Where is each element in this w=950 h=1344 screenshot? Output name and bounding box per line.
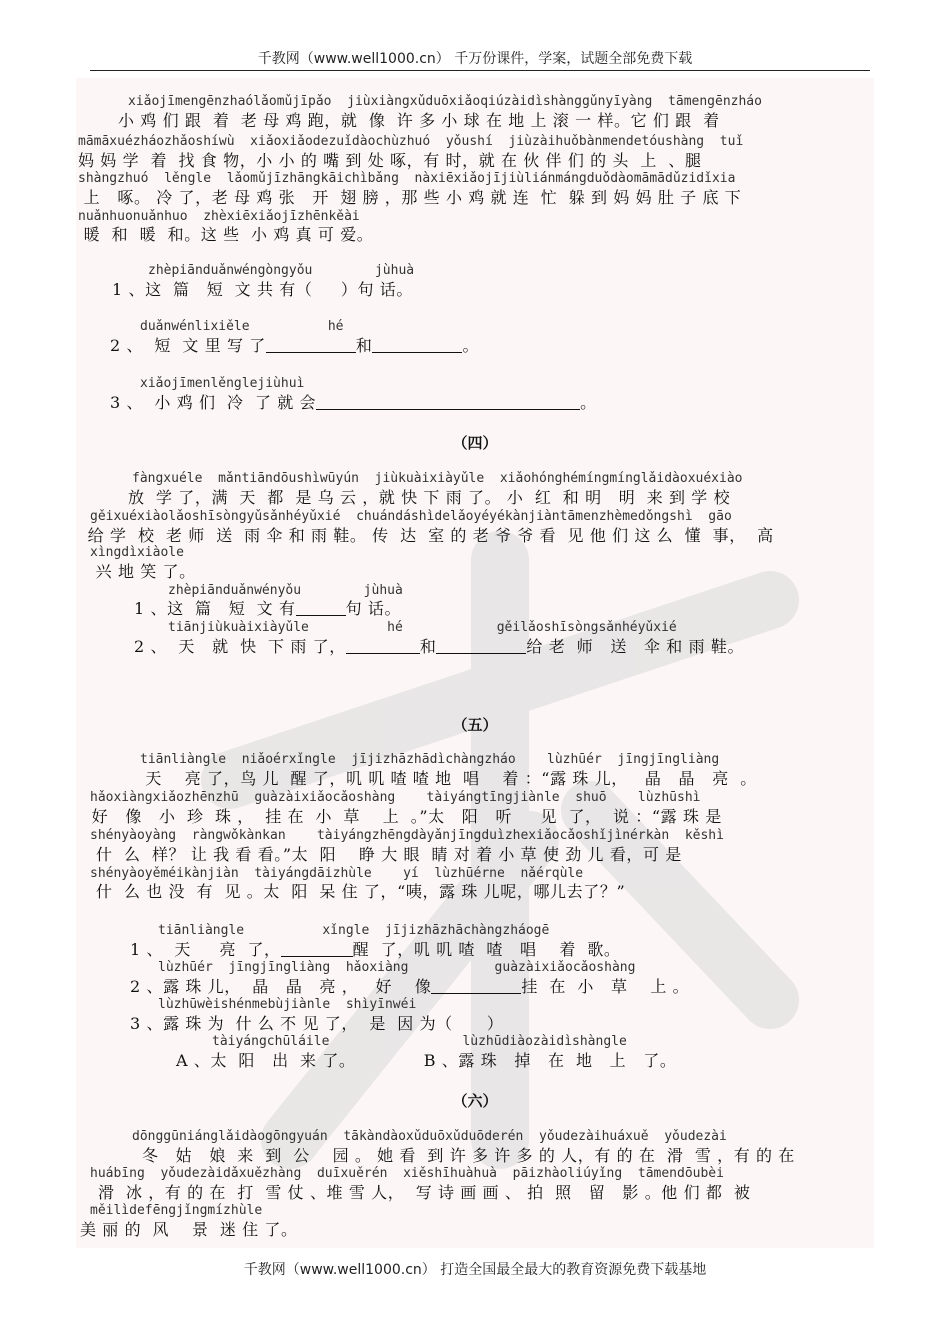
answer-blank[interactable] [436,639,526,654]
section-title: （五） [452,716,498,734]
answer-blank[interactable] [281,942,353,957]
section-title: （六） [452,1092,498,1110]
page-footer: 千教网（www.well1000.cn） 打造全国最全最大的教育资源免费下载基地 [243,1262,707,1278]
pinyin-line: dōnggūniánglǎidàogōngyuán tākàndàoxǔduōxǔduōderén yǒudezàihuáxuě yǒudezài [132,1129,727,1144]
text-line: 放 学 了，满 天 都 是 乌 云 ，就 快 下 雨 了。 小 红 和 明 明 来 到 学 校 [128,488,731,507]
question-2: 2 、露 珠 儿， 晶 晶 亮 ， 好 像 挂 在 小 草 上 。 [130,977,690,996]
pinyin-line: gěixuéxiàolǎoshīsòngyǔsǎnhéyǔxié chuándáshìdelǎoyéyékànjiàntāmenzhèmedǒngshì gāo [90,509,732,524]
text-line: 什 么 样？ 让 我 看 看。”太 阳 睁 大 眼 睛 对 着 小 草 使 劲 儿 看，可 是 [96,845,682,864]
section-title: （四） [452,434,498,452]
pinyin-line: tiānliàngle xǐngle jījizhāzhāchàngzháogē [158,923,550,938]
text-line: 滑 冰 ，有 的 在 打 雪 仗 、堆 雪 人， 写 诗 画 画 、 拍 照 留 影 。他 们 都 被 [98,1183,751,1202]
question-2: 2 、 天 就 快 下 雨 了， 和 给 老 师 送 伞 和 雨 鞋。 [134,637,745,656]
answer-blank[interactable] [372,338,462,353]
header-divider [90,70,870,71]
pinyin-line: lùzhūér jīngjīngliàng hǎoxiàng guàzàixiǎocǎoshàng [158,960,636,975]
pinyin-line: fàngxuéle mǎntiāndōushìwūyún jiùkuàixiàyǔle xiǎohónghémíngmínglǎidàoxuéxiào [132,471,743,486]
text-line: 冬 姑 娘 来 到 公 园 。 她 看 到 许 多 许 多 的 人，有 的 在 滑 雪 ，有 的 在 [142,1146,795,1165]
pinyin-line: duǎnwénlixiěle hé [140,319,344,334]
text-line: 什 么 也 没 有 见 。太 阳 呆 住 了，“咦，露 珠 儿呢，哪儿去了？” [96,882,626,901]
text-line: 上 啄。 冷 了，老 母 鸡 张 开 翅 膀 ，那 些 小 鸡 就 连 忙 躲 到 妈 妈 肚 子 底 下 [78,188,742,207]
text-line: 天 亮 了，鸟 儿 醒 了，叽 叽 喳 喳 地 唱 着 ：“露 珠 儿， 晶 晶 亮 。 [134,769,757,788]
text-line: 好 像 小 珍 珠 ， 挂 在 小 草 上 。”太 阳 听 见 了， 说 ：“露 珠 是 [86,807,722,826]
pinyin-line: hǎoxiàngxiǎozhēnzhū guàzàixiǎocǎoshàng tàiyángtīngjiànle shuō lùzhūshì [90,790,701,805]
answer-blank[interactable] [266,338,356,353]
page-background [76,78,874,1248]
text-line: 兴 地 笑 了。 [90,562,196,581]
text-line: 妈 妈 学 着 找 食 物，小 小 的 嘴 到 处 啄，有 时，就 在 伙 伴 们 的 头 上 、腿 [78,151,702,170]
answer-blank[interactable] [316,395,580,410]
text-line: 暖 和 暖 和。这 些 小 鸡 真 可 爱。 [78,225,374,244]
pinyin-line: shényàoyàng ràngwǒkànkan tàiyángzhēngdàyǎnjīngduìzhexiǎocǎoshǐjìnérkàn kěshì [90,828,724,843]
question-1: 1 、这 篇 短 文 共 有（ ）句 话。 [112,280,413,299]
pinyin-line: tiānjiùkuàixiàyǔle hé gěilǎoshīsòngsǎnhéyǔxié [168,620,677,635]
pinyin-line: xiǎojīmenlěnglejiùhuì [140,376,305,391]
pinyin-line: nuǎnhuonuǎnhuo zhèxiēxiǎojīzhēnkěài [78,209,360,224]
question-1: 1 、这 篇 短 文 有 句 话。 [134,599,402,618]
pinyin-line: zhèpiānduǎnwényǒu jùhuà [168,583,403,598]
question-3: 3 、 小 鸡 们 冷 了 就 会 。 [110,393,597,412]
page-header: 千教网（www.well1000.cn） 千万份课件，学案，试题全部免费下载 [257,51,693,67]
text-line: 给 学 校 老 师 送 雨 伞 和 雨 鞋。 传 达 室 的 老 爷 爷 看 见 他 们 这 么 懂 事， 高 [82,526,774,545]
pinyin-line: xiǎojīmengēnzhaólǎomǔjīpǎo jiùxiàngxǔduōxiǎoqiúzàidìshànggǔnyīyàng tāmengēnzháo [128,94,762,109]
pinyin-line: tiānliàngle niǎoérxǐngle jījizhāzhādìchàngzháo lùzhūér jīngjīngliàng [140,752,720,767]
question-3: 3 、露 珠 为 什 么 不 见 了， 是 因 为（ ） [130,1014,504,1033]
pinyin-line: huábīng yǒudezàidǎxuězhàng duīxuěrén xiěshīhuàhuà pāizhàoliúyǐng tāmendōubèi [90,1166,724,1181]
answer-blank[interactable] [346,639,420,654]
pinyin-line: zhèpiānduǎnwéngòngyǒu jùhuà [148,263,415,278]
text-line: 美 丽 的 风 景 迷 住 了。 [80,1220,298,1239]
pinyin-line: tàiyángchūláile lùzhūdiàozàidìshàngle [212,1034,627,1049]
answer-options[interactable]: A 、太 阳 出 来 了。 B 、露 珠 掉 在 地 上 了。 [176,1051,677,1070]
answer-blank[interactable] [296,601,346,616]
pinyin-line: xìngdìxiàole [90,545,184,560]
pinyin-line: shényàoyěméikànjiàn tàiyángdāizhùle yí lùzhūérne nǎérqùle [90,866,584,881]
text-line: 小 鸡 们 跟 着 老 母 鸡 跑，就 像 许 多 小 球 在 地 上 滚 一 样。它 们 跟 着 [118,111,720,130]
question-2: 2 、 短 文 里 写 了 和 。 [110,336,480,355]
pinyin-line: měilìdefēngjǐngmízhùle [90,1203,263,1218]
question-1: 1 、 天 亮 了， 醒 了，叽 叽 喳 喳 唱 着 歌。 [130,940,621,959]
pinyin-line: māmāxuézháozhǎoshíwù xiǎoxiǎodezuǐdàochùzhuó yǒushí jiùzàihuǒbànmendetóushàng tuǐ [78,134,744,149]
pinyin-line: shàngzhuó lěngle lǎomǔjīzhāngkāichìbǎng nàxiēxiǎojījiùliánmángduǒdàomāmādǔzidǐxia [78,171,736,186]
pinyin-line: lùzhūwèishénmebùjiànle shìyīnwéi [158,997,417,1012]
answer-blank[interactable] [431,979,521,994]
